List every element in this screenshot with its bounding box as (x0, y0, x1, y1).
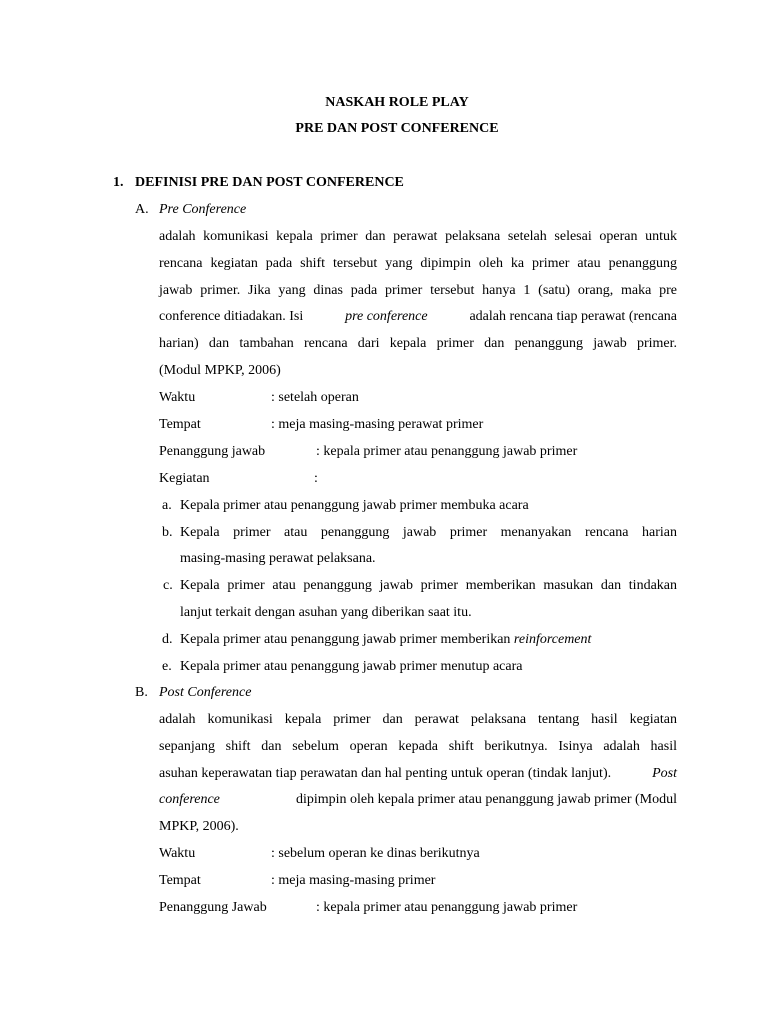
field-value-waktu: : sebelum operan ke dinas berikutnya (271, 846, 480, 861)
list-item: Kepala primer atau penanggung jawab primer menanyakan rencana harian (180, 525, 677, 540)
subsection-a-heading: Pre Conference (159, 202, 247, 217)
field-label-waktu: Waktu (159, 846, 196, 861)
paragraph-line: MPKP, 2006). (159, 819, 239, 834)
list-item-marker: c. (163, 578, 173, 593)
paragraph-line (159, 766, 677, 782)
paragraph-text: asuhan keperawatan tiap perawatan dan hal penting untuk operan (tindak lanjut). (159, 766, 612, 781)
field-value-waktu: : setelah operan (271, 390, 359, 405)
document-title: NASKAH ROLE PLAY (325, 95, 469, 110)
list-item-continuation: masing-masing perawat pelaksana. (180, 551, 376, 566)
list-item: Kepala primer atau penanggung jawab primer memberikan masukan dan tindakan (180, 578, 677, 593)
list-item-text: Kepala primer atau penanggung jawab primer memberikan (180, 632, 511, 647)
list-item-marker: e. (162, 659, 172, 674)
field-label-kegiatan: Kegiatan (159, 471, 210, 486)
field-value-kegiatan: : (314, 471, 318, 486)
list-item-marker: d. (162, 632, 173, 647)
paragraph-italic-text: pre conference (345, 309, 428, 324)
list-item-continuation: lanjut terkait dengan asuhan yang diberikan saat itu. (180, 605, 472, 620)
list-item-italic-text: reinforcement (513, 632, 592, 647)
paragraph-italic-text: Post (652, 766, 677, 781)
document-subtitle: PRE DAN POST CONFERENCE (295, 121, 499, 136)
paragraph-text: conference ditiadakan. Isi (159, 309, 304, 324)
section-number: 1. (113, 175, 124, 190)
paragraph-line: (Modul MPKP, 2006) (159, 363, 281, 378)
list-item (180, 632, 591, 648)
subsection-a-marker: A. (135, 202, 149, 217)
paragraph-line (159, 792, 677, 808)
field-label-penanggung-jawab: Penanggung jawab (159, 444, 266, 459)
field-value-penanggung-jawab: : kepala primer atau penanggung jawab primer (316, 900, 578, 915)
paragraph-line: sepanjang shift dan sebelum operan kepada shift berikutnya. Isinya adalah hasil (159, 739, 677, 754)
paragraph-text: dipimpin oleh kepala primer atau penanggung jawab primer (Modul (295, 792, 677, 807)
paragraph-line: rencana kegiatan pada shift tersebut yang dipimpin oleh ka primer atau penanggung (159, 256, 677, 271)
field-value-penanggung-jawab: : kepala primer atau penanggung jawab primer (316, 444, 578, 459)
field-label-tempat: Tempat (159, 417, 201, 432)
field-label-tempat: Tempat (159, 873, 201, 888)
list-item-marker: a. (162, 498, 172, 513)
field-label-penanggung-jawab: Penanggung Jawab (159, 900, 267, 915)
list-item-marker: b. (162, 525, 173, 540)
paragraph-line: jawab primer. Jika yang dinas pada primer tersebut hanya 1 (satu) orang, maka pre (159, 283, 677, 298)
paragraph-line: adalah komunikasi kepala primer dan perawat pelaksana tentang hasil kegiatan (159, 712, 677, 727)
field-label-waktu: Waktu (159, 390, 196, 405)
paragraph-line: harian) dan tambahan rencana dari kepala primer dan penanggung jawab primer. (159, 336, 677, 351)
paragraph-line: adalah komunikasi kepala primer dan perawat pelaksana setelah selesai operan untuk (159, 229, 677, 244)
paragraph-text: adalah rencana tiap perawat (rencana (469, 309, 677, 324)
subsection-b-marker: B. (135, 685, 148, 700)
list-item: Kepala primer atau penanggung jawab primer menutup acara (180, 659, 523, 674)
field-value-tempat: : meja masing-masing perawat primer (271, 417, 484, 432)
field-value-tempat: : meja masing-masing primer (271, 873, 436, 888)
section-heading: DEFINISI PRE DAN POST CONFERENCE (135, 175, 404, 190)
paragraph-italic-text: conference (159, 792, 220, 807)
paragraph-line (159, 309, 677, 325)
list-item: Kepala primer atau penanggung jawab primer membuka acara (180, 498, 529, 513)
subsection-b-heading: Post Conference (159, 685, 252, 700)
